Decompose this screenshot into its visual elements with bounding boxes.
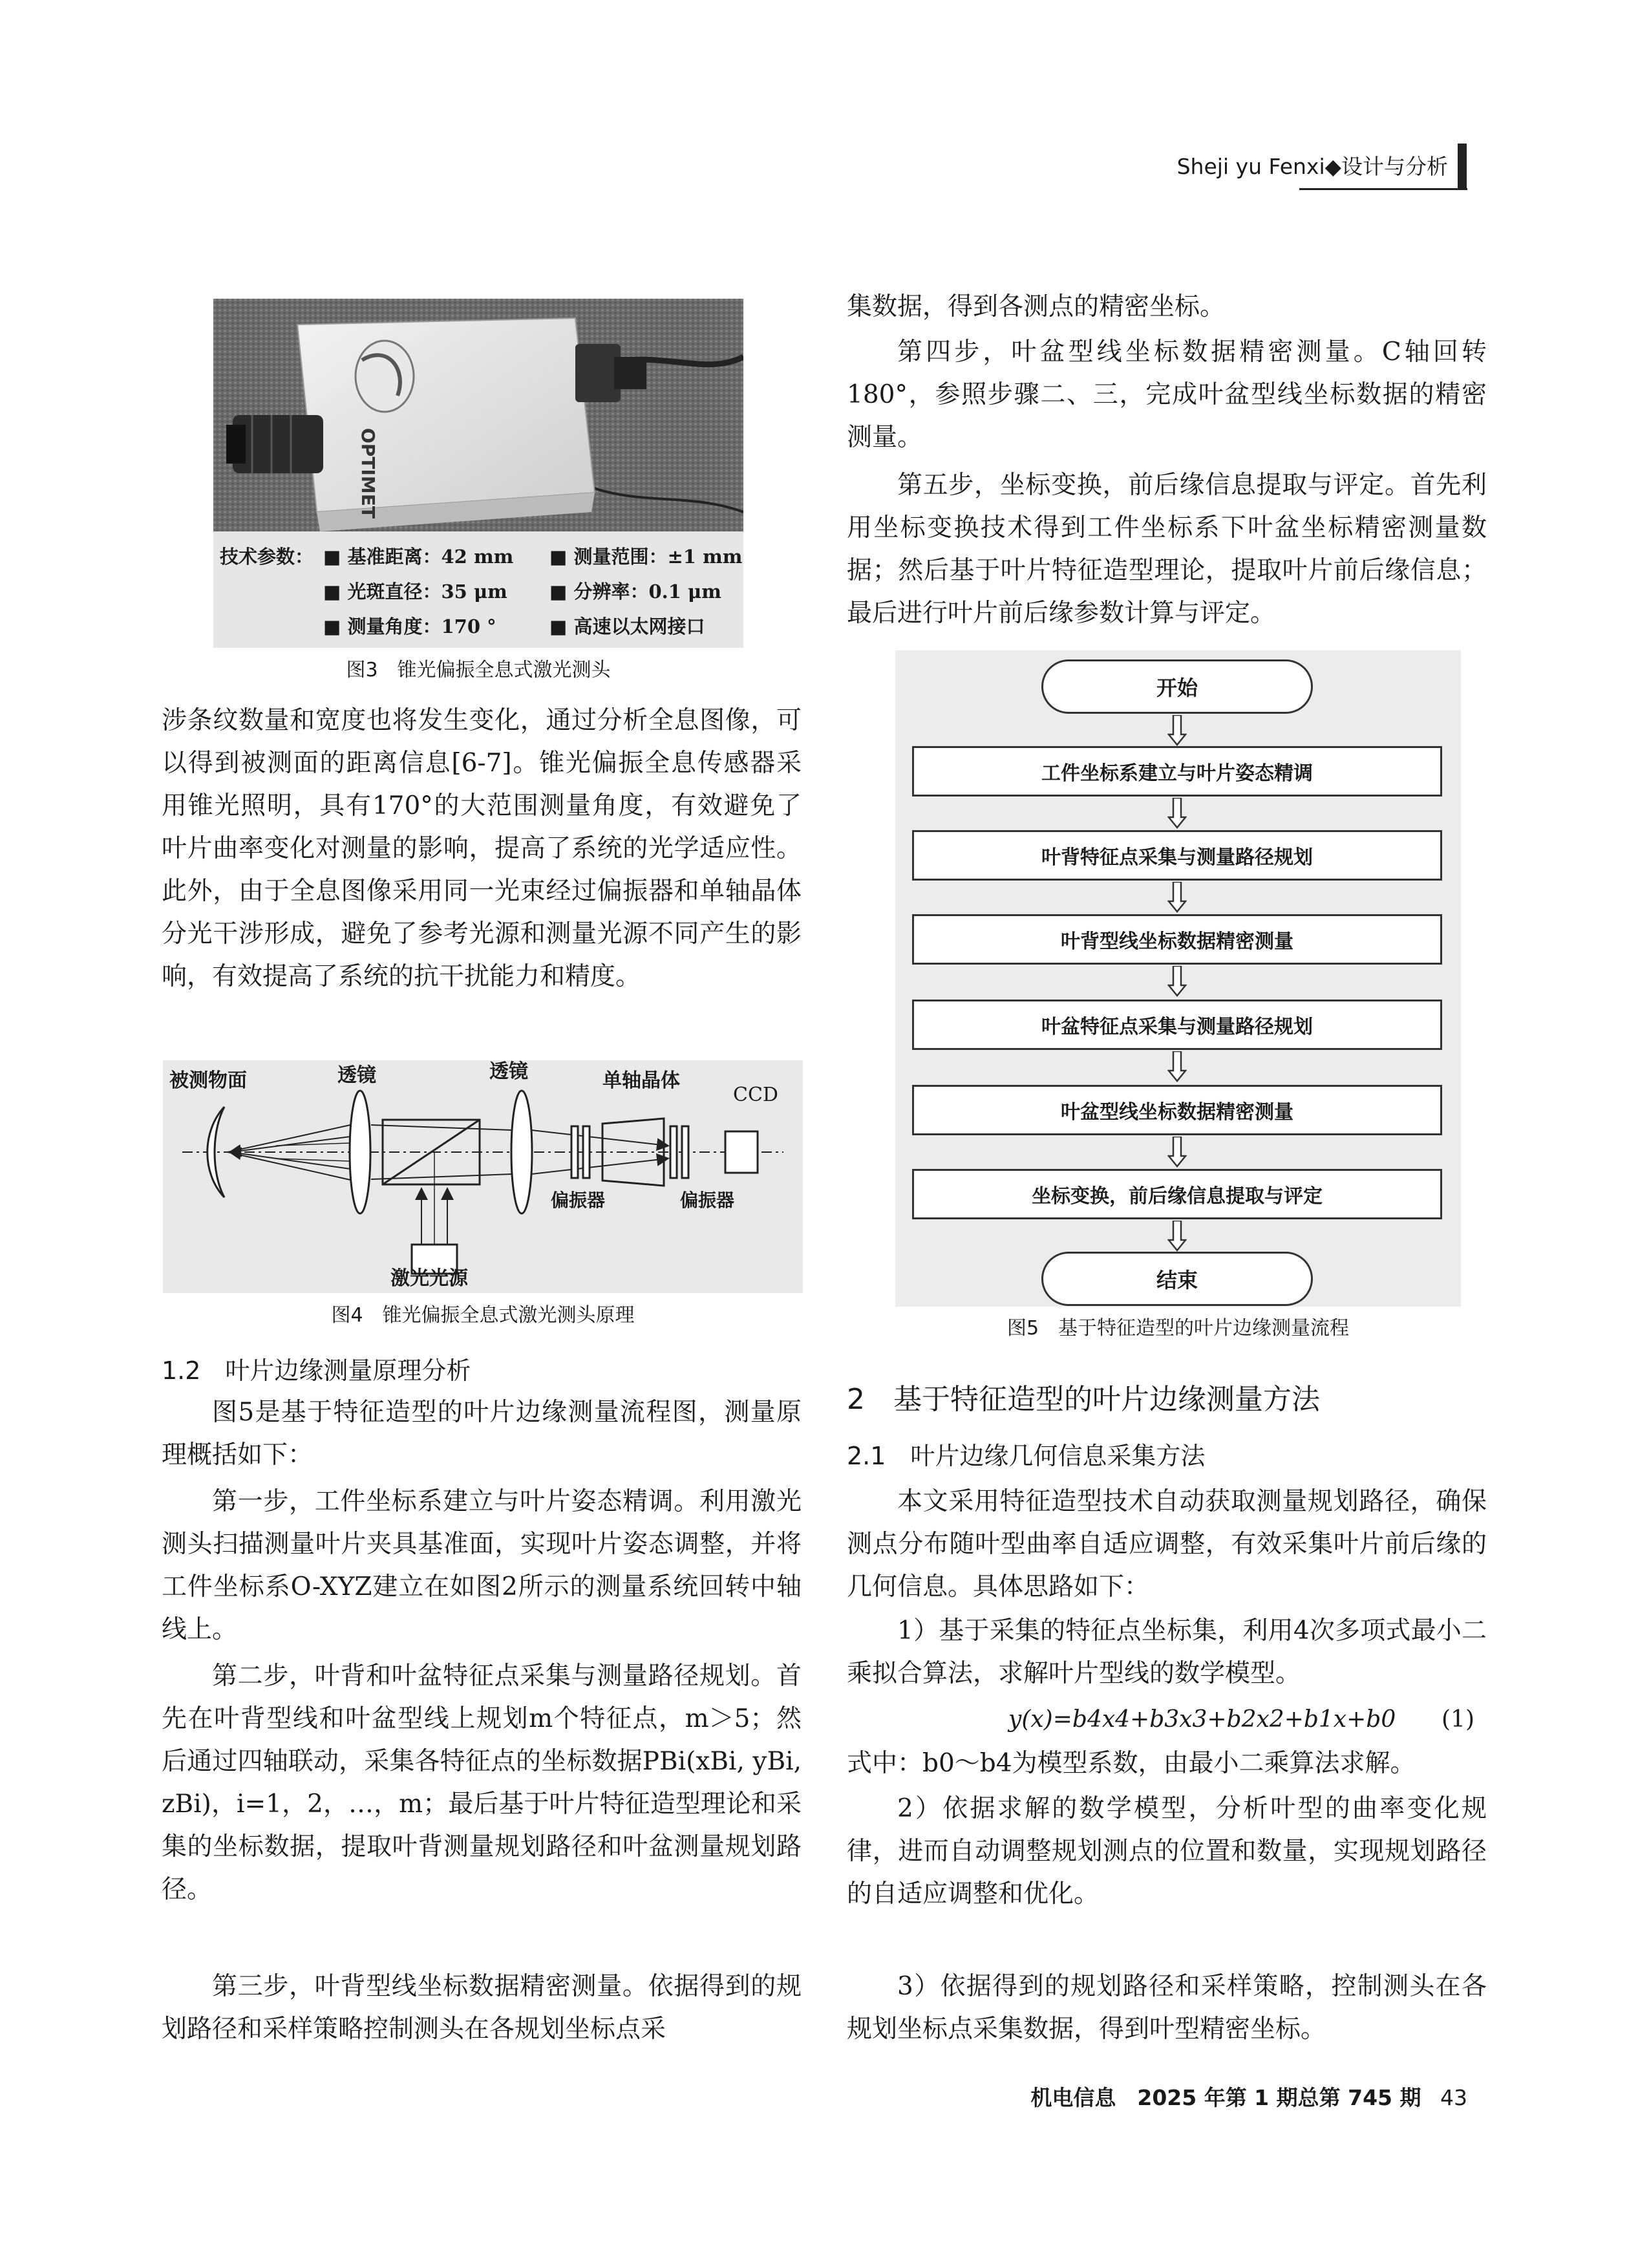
flow-step-5: 叶盆型线坐标数据精密测量 bbox=[912, 1085, 1442, 1135]
fig4-caption: 图4 锥光偏振全息式激光测头原理 bbox=[331, 1304, 635, 1327]
sec12-paragraph-4-text: 第三步，叶背型线坐标数据精密测量。依据得到的规划路径和采样策略控制测头在各规划坐标点采 bbox=[162, 1972, 802, 2044]
section-2-heading: 2 基于特征造型的叶片边缘测量方法 bbox=[847, 1383, 1320, 1416]
label-polarizer-2: 偏振器 bbox=[680, 1190, 735, 1211]
flow-step-6: 坐标变换，前后缘信息提取与评定 bbox=[912, 1169, 1442, 1219]
section-2-1-heading: 2.1 叶片边缘几何信息采集方法 bbox=[847, 1442, 1206, 1470]
sec2-paragraph-4-text: 2）依据求解的数学模型，分析叶型的曲率变化规律，进而自动调整规划测点的位置和数量，实现规划路径的自适应调整和优化。 bbox=[847, 1794, 1487, 1909]
header-bar bbox=[1458, 144, 1467, 189]
fig3-spec-2: ■ 测量范围：±1 mm bbox=[549, 546, 743, 568]
flow-step-4: 叶盆特征点采集与测量路径规划 bbox=[912, 1000, 1442, 1050]
flow-arrow-icon bbox=[1167, 966, 1187, 997]
right-paragraph-2-text: 第四步，叶盆型线坐标数据精密测量。C轴回转180°，参照步骤二、三，完成叶盆型线坐标数据的精密测量。 bbox=[847, 337, 1487, 452]
left-paragraph-1 bbox=[162, 700, 802, 998]
sec2-paragraph-3-text: 式中：b0～b4为模型系数，由最小二乘算法求解。 bbox=[847, 1749, 1416, 1778]
equation-1-number: (1) bbox=[1442, 1706, 1474, 1733]
fig3-spec-6: ■ 高速以太网接口 bbox=[549, 615, 705, 637]
section-1-2-heading: 1.2 叶片边缘测量原理分析 bbox=[162, 1356, 471, 1385]
sec2-paragraph-3 bbox=[847, 1742, 1487, 1785]
label-polarizer-1: 偏振器 bbox=[551, 1190, 606, 1211]
left-paragraph-1-text: 涉条纹数量和宽度也将发生变化，通过分析全息图像，可以得到被测面的距离信息[6-7]。锥光偏振全息传感器采用锥光照明，具有170°的大范围测量角度，有效避免了叶片曲率变化对测量的影响，提高了系统的光学适应性。此外，由于全息图像采用同一光束经过偏振器和单轴晶体分光干涉形成，避免了参考光源和测量光源不同产生的影响，有效提高了系统的抗干扰能力和精度。 bbox=[162, 706, 802, 991]
optimet-logo-text: OPTIMET bbox=[357, 428, 379, 519]
fig3-spec-3: ■ 光斑直径：35 μm bbox=[323, 581, 507, 603]
sec12-paragraph-4 bbox=[162, 1965, 802, 2051]
header-rule bbox=[1299, 188, 1467, 190]
equation-1: y(x)=b4x4+b3x3+b2x2+b1x+b0 bbox=[1008, 1706, 1396, 1733]
sec12-paragraph-1-text: 图5是基于特征造型的叶片边缘测量流程图，测量原理概括如下： bbox=[162, 1398, 802, 1470]
flow-start: 开始 bbox=[1041, 659, 1313, 714]
flow-arrow-icon bbox=[1167, 882, 1187, 913]
right-paragraph-1 bbox=[847, 286, 1487, 328]
optical-schematic bbox=[163, 1060, 803, 1293]
label-laser-source: 激光光源 bbox=[390, 1267, 468, 1290]
sec12-paragraph-3 bbox=[162, 1655, 802, 1911]
fig3-spec-5: ■ 测量角度：170 ° bbox=[323, 615, 496, 637]
sec2-paragraph-2-text: 1）基于采集的特征点坐标集，利用4次多项式最小二乘拟合算法，求解叶片型线的数学模型。 bbox=[847, 1616, 1487, 1688]
flow-arrow-icon bbox=[1167, 715, 1187, 746]
flow-arrow-icon bbox=[1167, 1051, 1187, 1082]
fig4-diagram bbox=[163, 1060, 803, 1293]
label-uniaxial-crystal: 单轴晶体 bbox=[602, 1069, 680, 1092]
fig3-spec-4: ■ 分辨率：0.1 μm bbox=[549, 581, 721, 603]
sec2-paragraph-4 bbox=[847, 1788, 1487, 1916]
right-paragraph-1-text: 集数据，得到各测点的精密坐标。 bbox=[847, 292, 1226, 321]
flow-arrow-icon bbox=[1167, 1137, 1187, 1168]
laser-probe-photo bbox=[213, 299, 743, 531]
flow-step-2: 叶背特征点采集与测量路径规划 bbox=[912, 830, 1442, 881]
right-paragraph-3-text: 第五步，坐标变换，前后缘信息提取与评定。首先利用坐标变换技术得到工件坐标系下叶盆坐标精密测量数据；然后基于叶片特征造型理论，提取叶片前后缘信息；最后进行叶片前后缘参数计算与评定。 bbox=[847, 471, 1487, 628]
flow-step-1: 工件坐标系建立与叶片姿态精调 bbox=[912, 746, 1442, 797]
flow-step-3: 叶背型线坐标数据精密测量 bbox=[912, 914, 1442, 965]
running-header-text: Sheji yu Fenxi◆设计与分析 bbox=[1176, 154, 1448, 179]
sec2-paragraph-2 bbox=[847, 1610, 1487, 1695]
fig3-spec-1: ■ 基准距离：42 mm bbox=[323, 546, 514, 568]
sec12-paragraph-2-text: 第一步，工件坐标系建立与叶片姿态精调。利用激光测头扫描测量叶片夹具基准面，实现叶片姿态调整，并将工件坐标系O-XYZ建立在如图2所示的测量系统回转中轴线上。 bbox=[162, 1487, 802, 1644]
flow-arrow-icon bbox=[1167, 1221, 1187, 1252]
page-number: 43 bbox=[1440, 2085, 1467, 2110]
running-header bbox=[1073, 147, 1454, 186]
label-lens-2: 透镜 bbox=[489, 1060, 528, 1083]
label-object-surface: 被测物面 bbox=[169, 1069, 247, 1092]
label-lens-1: 透镜 bbox=[337, 1064, 376, 1087]
right-paragraph-2 bbox=[847, 331, 1487, 459]
sec2-paragraph-5-text: 3）依据得到的规划路径和采样策略，控制测头在各规划坐标点采集数据，得到叶型精密坐标。 bbox=[847, 1972, 1487, 2044]
fig3-tech-label: 技术参数： bbox=[220, 546, 314, 568]
flow-end: 结束 bbox=[1041, 1252, 1313, 1306]
sec2-paragraph-1 bbox=[847, 1481, 1487, 1609]
sec12-paragraph-1 bbox=[162, 1391, 802, 1477]
journal-footer bbox=[957, 2079, 1467, 2117]
label-ccd: CCD bbox=[733, 1084, 778, 1106]
sec2-paragraph-1-text: 本文采用特征造型技术自动获取测量规划路径，确保测点分布随叶型曲率自适应调整，有效采集叶片前后缘的几何信息。具体思路如下： bbox=[847, 1487, 1487, 1601]
footer-journal-text: 机电信息 2025 年第 1 期总第 745 期 bbox=[1030, 2085, 1421, 2110]
fig5-caption: 图5 基于特征造型的叶片边缘测量流程 bbox=[1006, 1317, 1350, 1340]
sec2-paragraph-5 bbox=[847, 1965, 1487, 2051]
sec12-paragraph-2 bbox=[162, 1481, 802, 1651]
sec12-paragraph-3-text: 第二步，叶背和叶盆特征点采集与测量路径规划。首先在叶背型线和叶盆型线上规划m个特征点，m＞5；然后通过四轴联动，采集各特征点的坐标数据PBi(xBi, yBi, zBi)，i=1，2，…，m；最后基于叶片特征造型理论和采集的坐标数据，提取叶背测量规划路径和叶盆测量规划路径。 bbox=[162, 1662, 802, 1904]
fig3-photo bbox=[213, 299, 743, 531]
fig3-caption: 图3 锥光偏振全息式激光测头 bbox=[346, 659, 611, 681]
right-paragraph-3 bbox=[847, 464, 1487, 635]
flow-arrow-icon bbox=[1167, 798, 1187, 829]
